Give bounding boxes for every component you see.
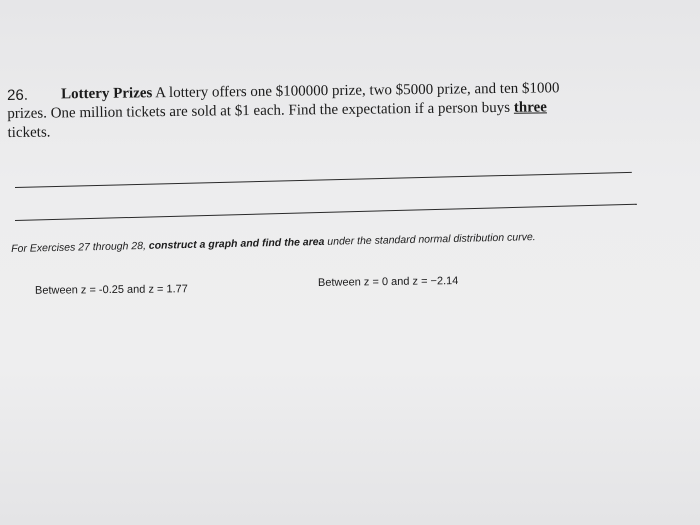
problem-text-2: prizes. One million tickets are sold at $1 each. Find the expectation if a person buys [7,99,514,122]
problem-text-1: A lottery offers one $100000 prize, two $5000 prize, and ten $1000 [155,80,560,102]
instructions-suffix: under the standard normal distribution curve. [324,231,536,248]
instructions-bold: construct a graph and find the area [148,235,325,252]
problem-line-3: tickets. [7,124,51,141]
problem-emphasis: three [513,99,547,116]
answer-line-1 [15,172,632,188]
exercise-28: Between z = 0 and z = −2.14 [317,275,459,289]
problem-title: Lottery Prizes [61,85,153,103]
answer-line-2 [15,204,637,221]
exercise-27: Between z = -0.25 and z = 1.77 [34,283,188,297]
problem-26 [7,78,623,143]
problem-number: 26. [7,86,29,104]
exercise-instructions [11,228,671,255]
instructions-prefix: For Exercises 27 through 28, [11,239,149,255]
